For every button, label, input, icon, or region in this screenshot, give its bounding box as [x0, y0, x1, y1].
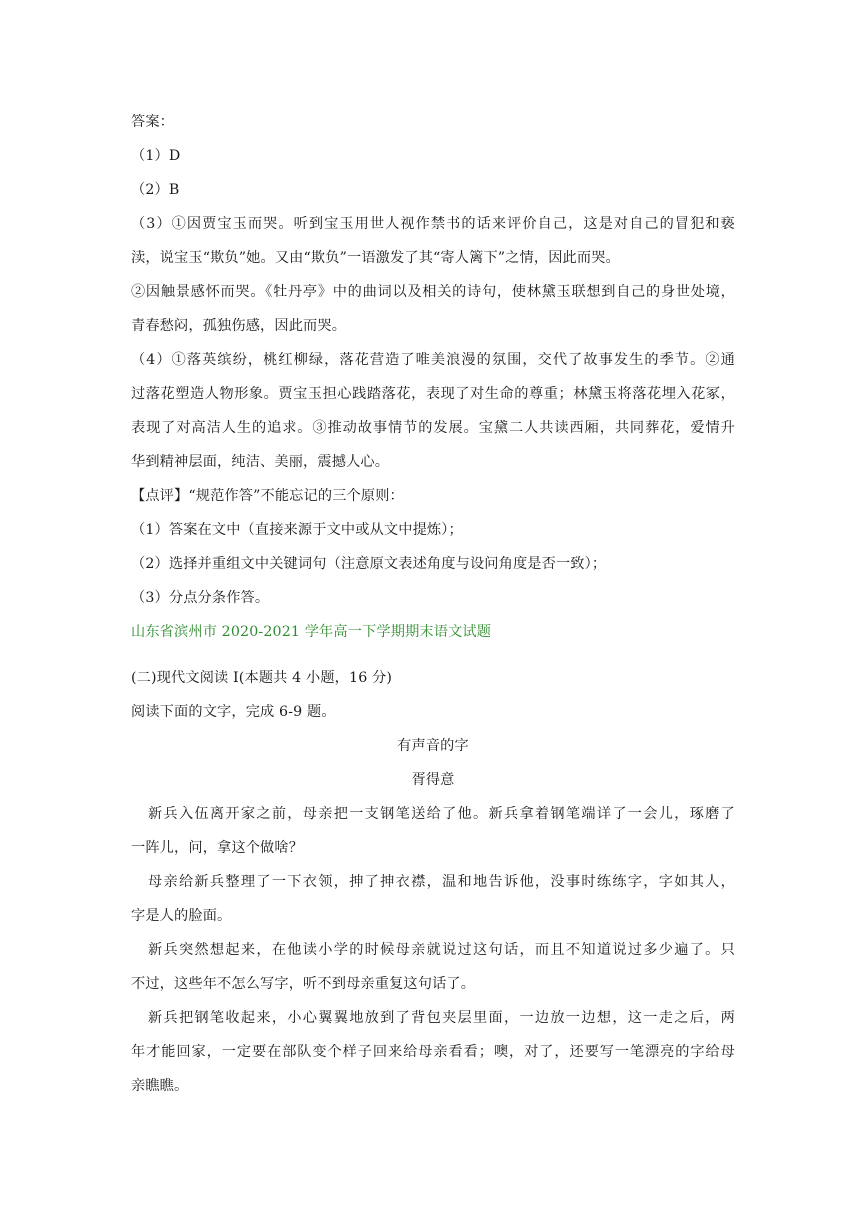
- article-author: 胥得意: [411, 772, 455, 788]
- comment-point: （1）答案在文中（直接来源于文中或从文中提炼）；: [131, 522, 463, 538]
- answer-heading: 答案：: [131, 114, 175, 130]
- answer-q4-line: 华到精神层面，纯洁、美丽，震撼人心。: [131, 454, 390, 470]
- answer-q1: （1）D: [131, 148, 181, 164]
- answer-q3-line: （3）①因贾宝玉而哭。听到宝玉用世人视作禁书的话来评价自己，这是对自己的冒犯和亵: [131, 216, 735, 232]
- answer-q4-line: 过落花塑造人物形象。贾宝玉担心践踏落花，表现了对生命的尊重；林黛玉将落花埋入花冢，: [131, 386, 735, 402]
- answer-q3-line: 渎，说宝玉“欺负”她。又由“欺负”一语激发了其“寄人篱下”之情，因此而哭。: [131, 250, 620, 266]
- section-heading: (二)现代文阅读 I(本题共 4 小题，16 分): [131, 670, 393, 686]
- article-paragraph-line: 新兵突然想起来，在他读小学的时候母亲就说过这句话，而且不知道说过多少遍了。只: [148, 942, 735, 958]
- answer-q4-line: 表现了对高洁人生的追求。③推动故事情节的发展。宝黛二人共读西厢，共同葬花，爱情升: [131, 420, 735, 436]
- answer-q2: （2）B: [131, 182, 180, 198]
- article-paragraph-line: 新兵把钢笔收起来，小心翼翼地放到了背包夹层里面，一边放一边想，这一走之后，两: [148, 1010, 735, 1026]
- article-paragraph-line: 亲瞧瞧。: [131, 1078, 189, 1094]
- article-paragraph-line: 母亲给新兵整理了一下衣领，抻了抻衣襟，温和地告诉他，没事时练练字，字如其人，: [148, 874, 735, 890]
- article-paragraph-line: 不过，这些年不怎么写字，听不到母亲重复这句话了。: [131, 976, 476, 992]
- article-paragraph-line: 字是人的脸面。: [131, 908, 232, 924]
- article-paragraph-line: 新兵入伍离开家之前，母亲把一支钢笔送给了他。新兵拿着钢笔端详了一会儿，琢磨了: [148, 806, 735, 822]
- answer-q3-line: 青春愁闷，孤独伤感，因此而哭。: [131, 318, 347, 334]
- article-paragraph-line: 一阵儿，问，拿这个做啥？: [131, 840, 304, 856]
- section-instruction: 阅读下面的文字，完成 6-9 题。: [131, 704, 336, 720]
- article-title: 有声音的字: [397, 738, 469, 754]
- article-paragraph-line: 年才能回家，一定要在部队变个样子回来给母亲看看；噢，对了，还要写一笔漂亮的字给母: [131, 1044, 735, 1060]
- comment-point: （3）分点分条作答。: [131, 590, 270, 606]
- comment-point: （2）选择并重组文中关键词句（注意原文表述角度与设问角度是否一致）；: [131, 556, 607, 572]
- answer-q4-line: （4）①落英缤纷，桃红柳绿，落花营造了唯美浪漫的氛围，交代了故事发生的季节。②通: [131, 352, 735, 368]
- answer-q3-line: ②因触景感怀而哭。《牡丹亭》中的曲词以及相关的诗句，使林黛玉联想到自己的身世处境，: [131, 284, 735, 300]
- comment-title: 【点评】“规范作答”不能忘记的三个原则：: [131, 488, 404, 504]
- source-title: 山东省滨州市 2020-2021 学年高一下学期期末语文试题: [131, 624, 492, 640]
